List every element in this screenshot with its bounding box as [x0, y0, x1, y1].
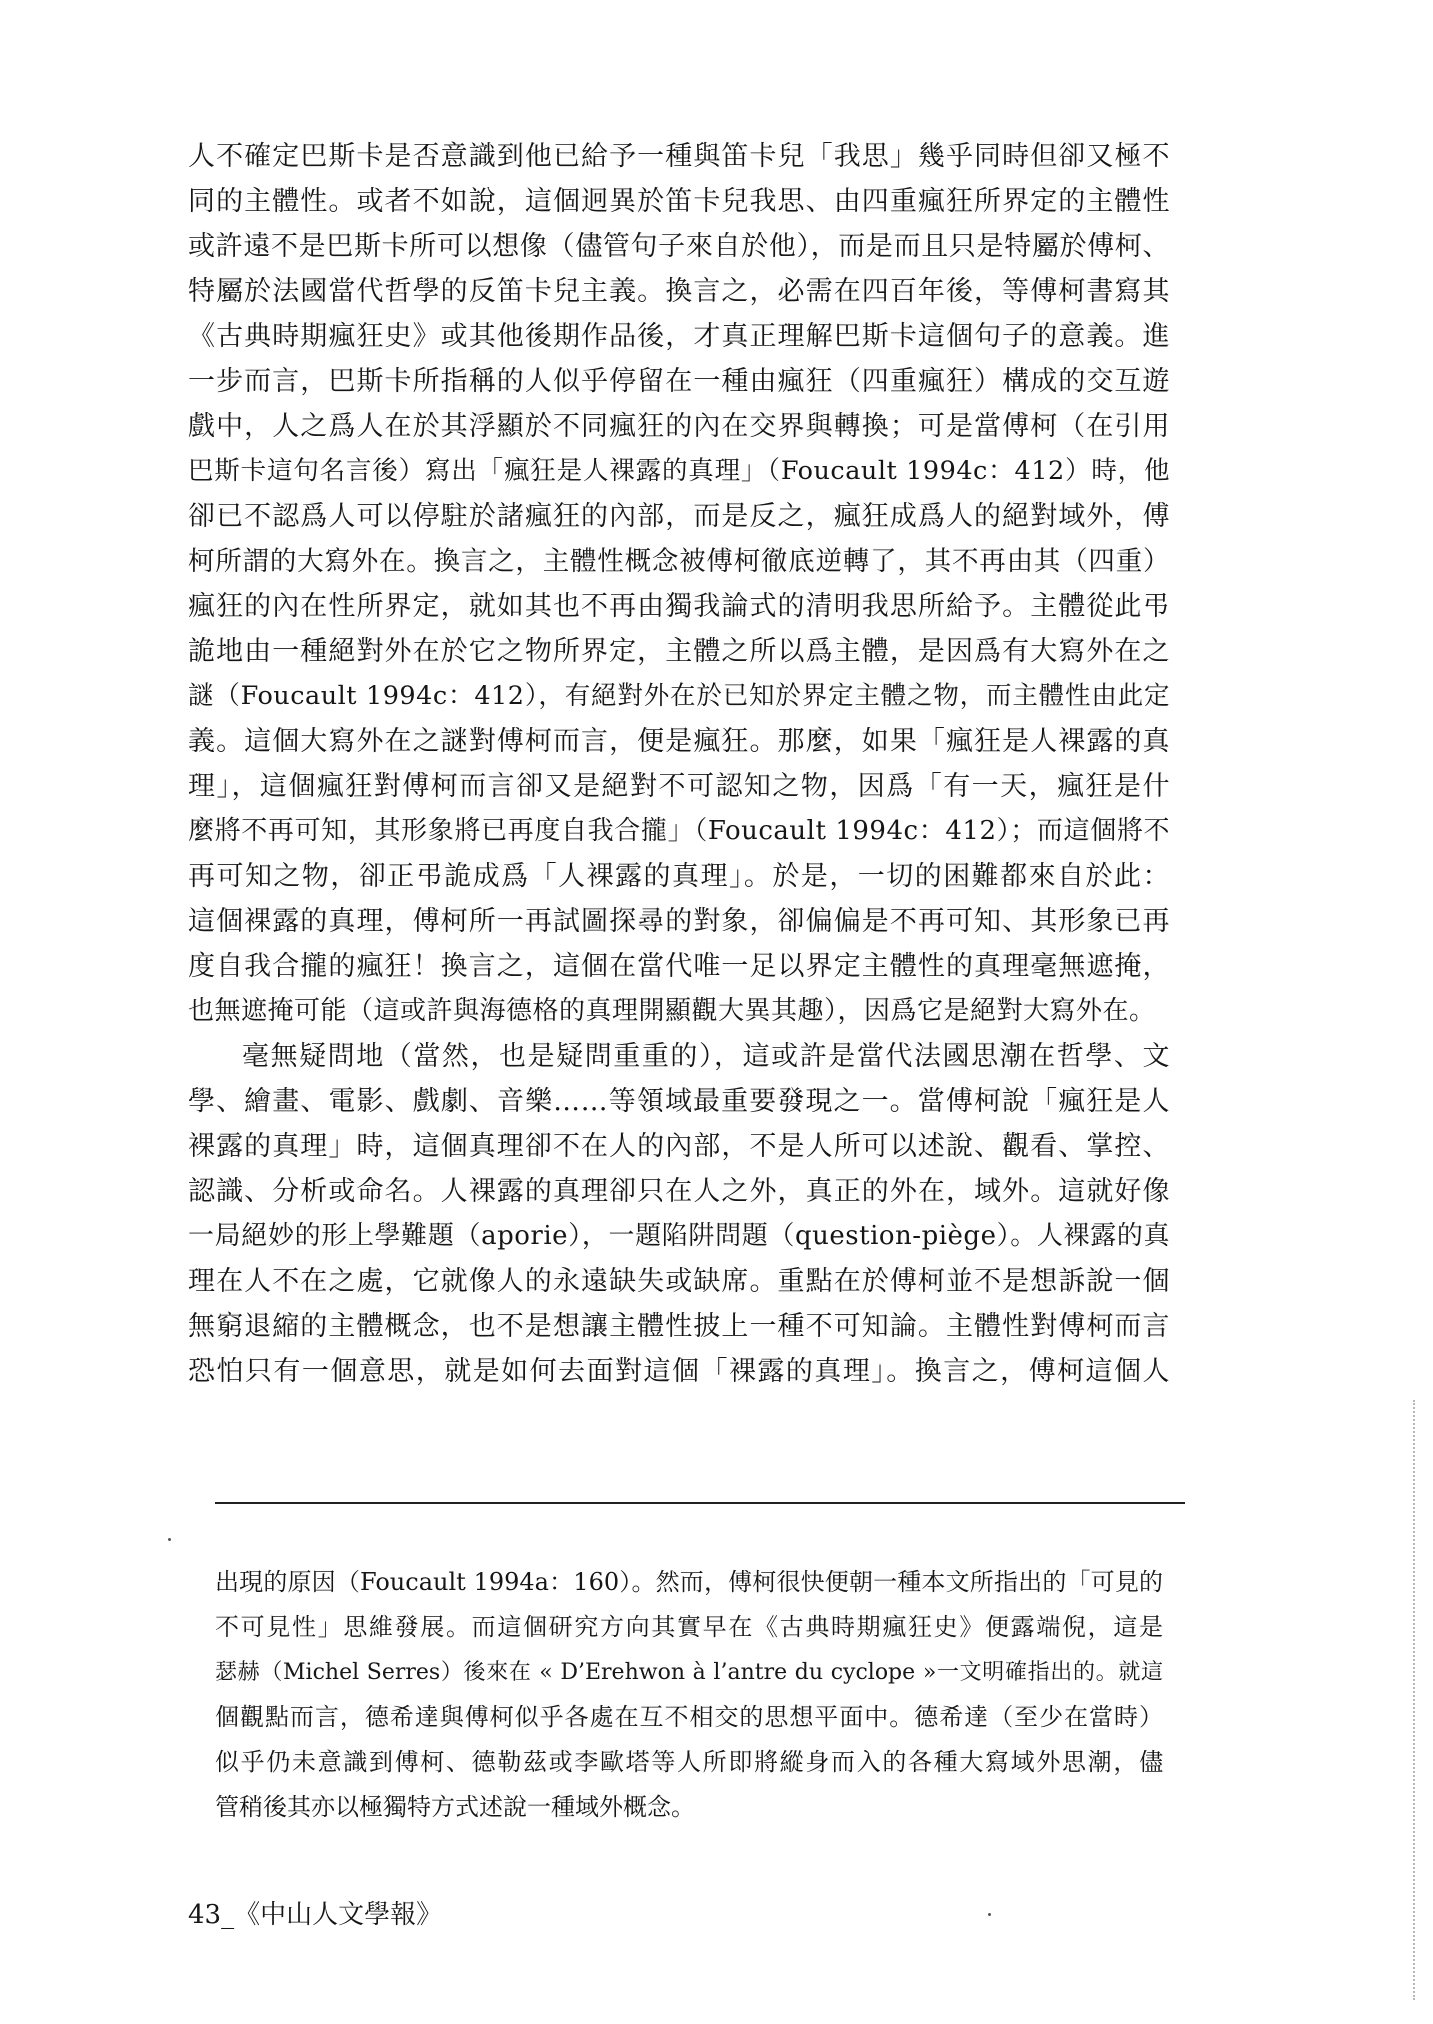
footnote-line: 出現的原因（Foucault 1994a：160）。然而，傅柯很快便朝一種本文所指出的「可見的 — [215, 1568, 1163, 1596]
body-line: 卻已不認爲人可以停駐於諸瘋狂的內部，而是反之，瘋狂成爲人的絕對域外，傅 — [188, 501, 1170, 532]
body-text — [188, 134, 1170, 1394]
body-line: 《古典時期瘋狂史》或其他後期作品後，才真正理解巴斯卡這個句子的意義。進 — [188, 321, 1170, 352]
body-line: 瘋狂的內在性所界定，就如其也不再由獨我論式的清明我思所給予。主體從此弔 — [188, 591, 1170, 622]
body-line: 再可知之物，卻正弔詭成爲「人裸露的真理」。於是，一切的困難都來自於此： — [188, 861, 1170, 892]
body-line: 裸露的真理」時，這個真理卻不在人的內部，不是人所可以述說、觀看、掌控、 — [188, 1131, 1170, 1162]
footnote-line: 不可見性」思維發展。而這個研究方向其實早在《古典時期瘋狂史》便露端倪，這是 — [215, 1613, 1163, 1641]
body-line: 一步而言，巴斯卡所指稱的人似乎停留在一種由瘋狂（四重瘋狂）構成的交互遊 — [188, 366, 1170, 397]
body-line: 無窮退縮的主體概念，也不是想讓主體性披上一種不可知論。主體性對傅柯而言 — [188, 1311, 1170, 1342]
footnote-divider — [215, 1502, 1185, 1504]
body-line: 一局絕妙的形上學難題（aporie），一題陷阱問題（question-piège）。人裸露的真 — [188, 1221, 1170, 1251]
scan-speck — [168, 1538, 171, 1541]
body-line: 同的主體性。或者不如說，這個迥異於笛卡兒我思、由四重瘋狂所界定的主體性 — [188, 186, 1170, 217]
footnote-line: 似乎仍未意識到傅柯、德勒茲或李歐塔等人所即將縱身而入的各種大寫域外思潮，儘 — [215, 1748, 1163, 1776]
body-line: 巴斯卡這句名言後）寫出「瘋狂是人裸露的真理」（Foucault 1994c：412）時，他 — [188, 456, 1170, 486]
body-line: 特屬於法國當代哲學的反笛卡兒主義。換言之，必需在四百年後，等傅柯書寫其 — [188, 276, 1170, 307]
body-line: 柯所謂的大寫外在。換言之，主體性概念被傅柯徹底逆轉了，其不再由其（四重） — [188, 546, 1170, 577]
body-line: 度自我合攏的瘋狂！換言之，這個在當代唯一足以界定主體性的真理毫無遮掩， — [188, 951, 1170, 982]
body-line: 義。這個大寫外在之謎對傅柯而言，便是瘋狂。那麼，如果「瘋狂是人裸露的真 — [188, 726, 1170, 757]
body-line: 或許遠不是巴斯卡所可以想像（儘管句子來自於他），而是而且只是特屬於傅柯、 — [188, 231, 1170, 262]
footnote-block — [215, 1560, 1163, 1830]
body-line: 理」，這個瘋狂對傅柯而言卻又是絕對不可認知之物，因爲「有一天，瘋狂是什 — [188, 771, 1170, 802]
body-line: 學、繪畫、電影、戲劇、音樂……等領域最重要發現之一。當傅柯說「瘋狂是人 — [188, 1086, 1170, 1117]
body-line: 毫無疑問地（當然，也是疑問重重的），這或許是當代法國思潮在哲學、文 — [242, 1041, 1170, 1072]
body-line: 理在人不在之處，它就像人的永遠缺失或缺席。重點在於傅柯並不是想訴說一個 — [188, 1266, 1170, 1297]
body-line: 人不確定巴斯卡是否意識到他已給予一種與笛卡兒「我思」幾乎同時但卻又極不 — [188, 141, 1170, 172]
body-line: 麼將不再可知，其形象將已再度自我合攏」（Foucault 1994c：412）；而這個將不 — [188, 816, 1170, 846]
body-line: 這個裸露的真理，傅柯所一再試圖探尋的對象，卻偏偏是不再可知、其形象已再 — [188, 906, 1170, 937]
footnote-line: 管稍後其亦以極獨特方式述說一種域外概念。 — [215, 1793, 695, 1821]
body-line: 謎（Foucault 1994c：412），有絕對外在於已知於界定主體之物，而主體性由此定 — [188, 681, 1170, 711]
body-line: 認識、分析或命名。人裸露的真理卻只在人之外，真正的外在，域外。這就好像 — [188, 1176, 1170, 1207]
scan-speck — [988, 1913, 991, 1916]
body-line: 也無遮掩可能（這或許與海德格的真理開顯觀大異其趣），因爲它是絕對大寫外在。 — [188, 996, 1156, 1026]
body-line: 戲中，人之爲人在於其浮顯於不同瘋狂的內在交界與轉換；可是當傅柯（在引用 — [188, 411, 1170, 442]
footnote-line: 個觀點而言，德希達與傅柯似乎各處在互不相交的思想平面中。德希達（至少在當時） — [215, 1703, 1163, 1731]
scan-edge-mark — [1413, 1400, 1415, 2000]
body-line: 詭地由一種絕對外在於它之物所界定，主體之所以爲主體，是因爲有大寫外在之 — [188, 636, 1170, 667]
page-footer: 43_《中山人文學報》 — [188, 1900, 443, 1930]
body-line: 恐怕只有一個意思，就是如何去面對這個「裸露的真理」。換言之，傅柯這個人 — [188, 1356, 1170, 1387]
footnote-line: 瑟赫（Michel Serres）後來在 « D’Erehwon à l’antre du cyclope »一文明確指出的。就這 — [215, 1660, 1163, 1685]
